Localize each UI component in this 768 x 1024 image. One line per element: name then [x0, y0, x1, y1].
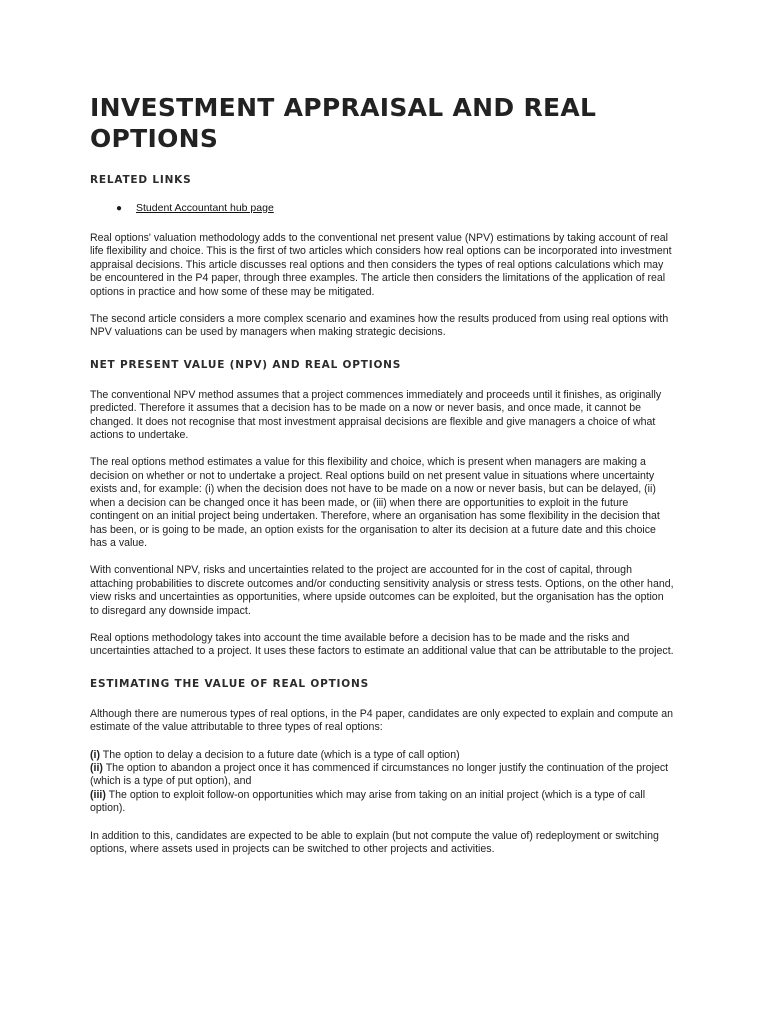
npv-section-heading: NET PRESENT VALUE (NPV) AND REAL OPTIONS — [90, 358, 402, 371]
page-title: INVESTMENT APPRAISAL AND REAL OPTIONS — [90, 93, 597, 153]
npv-paragraph-3: With conventional NPV, risks and uncertainties related to the project are accounted for in the cost of capital, through attaching probabilities to discrete outcomes and/or conducting sensitivity analysis or stress tests. Options, on the other hand, view risks and uncertainties as opportunities, where upside outcomes can be exploited, but the organisation has the option to disregard any downside impact. — [90, 564, 674, 617]
list-item — [90, 202, 674, 215]
related-links-heading: RELATED LINKS — [90, 174, 192, 186]
option-number: (i) — [90, 748, 100, 761]
npv-paragraph-1: The conventional NPV method assumes that a project commences immediately and proceeds until it finishes, as originally predicted. Therefore it assumes that a decision has to be made on a now or never basis, and once made, it cannot be changed. It does not recognise that most investment appraisal decisions are flexible and give managers a choice of what actions to undertake. — [90, 388, 662, 442]
related-links-list — [90, 202, 674, 215]
article — [90, 0, 674, 856]
option-types-list — [90, 749, 674, 816]
option-number: (ii) — [90, 761, 103, 774]
npv-paragraph-2: The real options method estimates a value for this flexibility and choice, which is present when managers are making a decision on whether or not to undertake a project. Real options build on net present value in situations where uncertainty exists and, for example: (i) when the decision does not have to be made on a now or never basis, but can be delayed, (ii) when a decision can be changed once it has been made, or (iii) when there are opportunities to exploit in the future contingent on an initial project being undertaken. Therefore, where an organisation has some flexibility in the decision that has been, or is going to be made, an option exists for the organisation to alter its decision at a future date and this choice has a value. — [90, 456, 660, 549]
option-text: The option to delay a decision to a future date (which is a type of call option) — [100, 748, 460, 761]
estimating-paragraph-2: In addition to this, candidates are expected to be able to explain (but not compute the value of) redeployment or switching options, where assets used in projects can be switched to other projects and activities. — [90, 829, 659, 855]
intro-paragraph-2: The second article considers a more complex scenario and examines how the results produced from using real options with NPV valuations can be used by managers when making strategic decisions. — [90, 313, 669, 339]
bullet-icon: ● — [116, 203, 123, 214]
intro-paragraph-1: Real options' valuation methodology adds to the conventional net present value (NPV) estimations by taking account of real life flexibility and choice. This is the first of two articles which considers how real options can be incorporated into investment appraisal decisions. This article discusses real options and then considers the types of real options calculations which may be encountered in the P4 paper, through three examples. The article then considers the limitations of the application of real options in practice and how some of these may be mitigated. — [90, 232, 672, 298]
option-text: The option to exploit follow-on opportunities which may arise from taking on an initial project (which is a type of call option). — [90, 788, 646, 815]
student-accountant-hub-link[interactable]: Student Accountant hub page — [136, 202, 274, 214]
estimating-paragraph-1: Although there are numerous types of real options, in the P4 paper, candidates are only expected to explain and compute an estimate of the value attributable to three types of real options: — [90, 707, 674, 734]
option-number: (iii) — [90, 788, 106, 801]
estimating-section-heading: ESTIMATING THE VALUE OF REAL OPTIONS — [90, 677, 369, 690]
option-text: The option to abandon a project once it has commenced if circumstances no longer justify the continuation of the project (which is a type of put option), and — [90, 761, 669, 788]
npv-paragraph-4: Real options methodology takes into account the time available before a decision has to be made and the risks and uncertainties attached to a project. It uses these factors to estimate an additional value that can be attributable to the project. — [90, 631, 674, 658]
